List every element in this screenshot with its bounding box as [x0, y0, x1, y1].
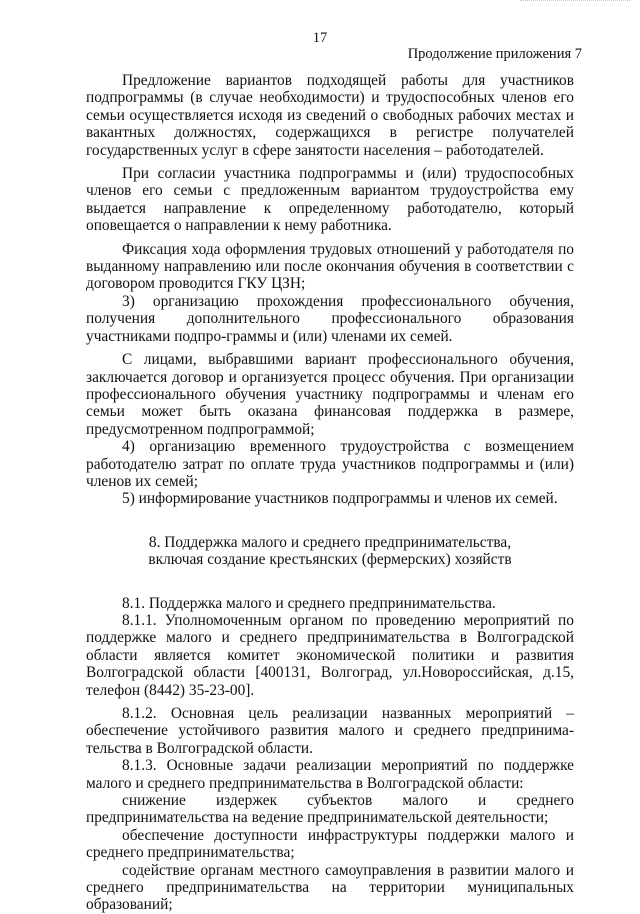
list-item: 5) информирование участников подпрограммы и членов их семей. — [122, 490, 558, 508]
subsection-title: 8.1. Поддержка малого и среднего предпринимательства. — [122, 594, 496, 612]
paragraph: 8.1.2. Основная цель реализации названных мероприятий – обеспечение устойчивого развития малого и среднего предпринима-тельства в Волгоградской области. — [86, 705, 574, 757]
section-heading-line: 8. Поддержка малого и среднего предпринимательства, — [148, 533, 512, 551]
section-heading-line: включая создание крестьянских (фермерских) хозяйств — [148, 551, 512, 569]
list-item: 4) организацию временного трудоустройства с возмещением работодателю затрат по оплате труда участников подпрограммы и (или) членов их семей; — [86, 438, 574, 490]
list-item: снижение издержек субъектов малого и среднего предпринимательства на ведение предпринимательской деятельности; — [86, 792, 574, 827]
paragraph: Фиксация хода оформления трудовых отношений у работодателя по выданному направлению или после окончания обучения в соответствии с договором проводится ГКУ ЦЗН; — [86, 240, 574, 293]
body-text — [86, 72, 574, 914]
section-heading — [86, 534, 574, 569]
scan-edge-mark — [520, 0, 630, 5]
appendix-continuation-note: Продолжение приложения 7 — [407, 46, 582, 62]
list-item: обеспечение доступности инфраструктуры поддержки малого и среднего предпринимательства; — [86, 826, 574, 862]
paragraph: С лицами, выбравшими вариант профессионального обучения, заключается договор и организуется процесс обучения. При организации профессионального обучения участнику подпрограммы и членам его семьи может быть оказана финансовая поддержка в размере, предусмотренном подпрограммой; — [86, 351, 574, 438]
list-item: содействие органам местного самоуправления в развитии малого и среднего предпринимательства на территории муниципальных образований; — [86, 861, 574, 914]
paragraph: 8.1.1. Уполномоченным органом по проведению мероприятий по поддержке малого и среднего предпринимательства в Волгоградской области является комитет экономической политики и развития Волгоградской области [400131, Волгоград, ул.Новороссийская, д.15, телефон (8442) 35-23-00]. — [86, 611, 574, 699]
list-item: 3) организацию прохождения профессионального обучения, получения дополнительного профессионального образования участниками подпро-граммы и (или) членами их семей. — [86, 292, 574, 345]
paragraph: 8.1.3. Основные задачи реализации мероприятий по поддержке малого и среднего предпринимательства в Волгоградской области: — [86, 757, 574, 792]
paragraph: При согласии участника подпрограммы и (или) трудоспособных членов его семьи с предложенным вариантом трудоустройства ему выдается направление к определенному работодателю, который оповещается о направлении к нему работника. — [86, 165, 574, 235]
paragraph: Предложение вариантов подходящей работы для участников подпрограммы (в случае необходимости) и трудоспособных членов его семьи осуществляется исходя из сведений о свободных рабочих местах и вакантных должностях, содержащихся в регистре получателей государственных услуг в сфере занятости населения – работодателей. — [86, 72, 574, 159]
page-number: 17 — [312, 30, 328, 46]
